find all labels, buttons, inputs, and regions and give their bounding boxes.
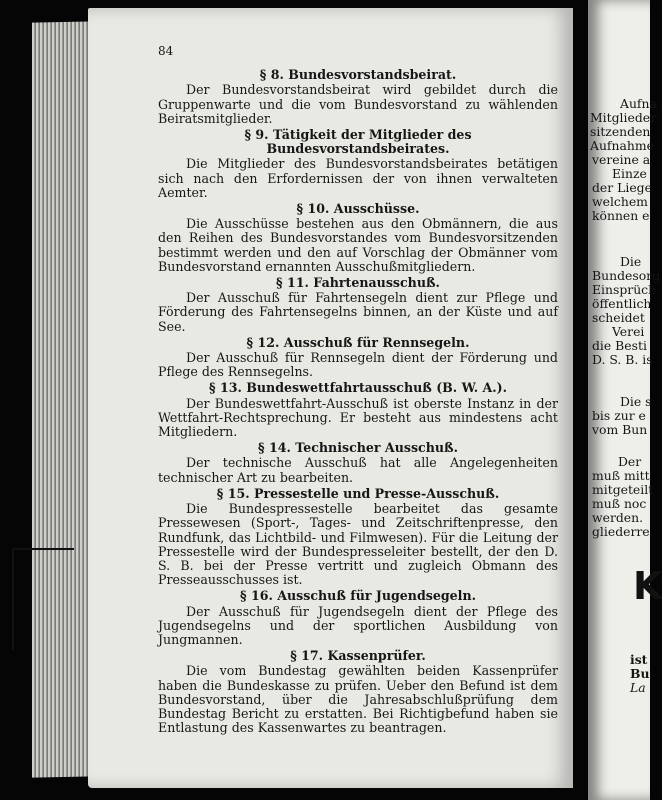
facing-page-fragment: Die s xyxy=(620,394,652,409)
facing-page-fragment: öffentlich xyxy=(592,296,652,311)
facing-page-fragment: Einze xyxy=(612,166,647,181)
section-heading: § 14. Technischer Ausschuß. xyxy=(258,440,458,456)
facing-page-fragment: muß noc xyxy=(592,496,647,511)
page-text-block xyxy=(158,44,558,737)
book-page-edges xyxy=(32,21,94,777)
facing-page-fragment: vereine a xyxy=(592,152,651,167)
section-paragraph: Der Ausschuß für Fahrtensegeln dient zur Pflege und Förderung des Fahrtensegelns binnen, an der Küste und auf See. xyxy=(158,290,558,334)
facing-page-fragment: Mitglieder xyxy=(590,110,657,125)
facing-page-fragment: gliederre xyxy=(592,524,650,539)
section-heading: § 11. Fahrtenausschuß. xyxy=(276,275,440,291)
facing-page-fragment: Bundesorg xyxy=(592,268,661,283)
section-paragraph: Die vom Bundestag gewählten beiden Kassenprüfer haben die Bundeskasse zu prüfen. Ueber den Befund ist dem Bundesvorstand, über die Jahresabschlußprüfung dem Bundestag Bericht zu erstatten. Bei Richtigbefund haben sie Entlastung des Kassenwartes zu beantragen. xyxy=(158,663,558,736)
section-heading: § 15. Pressestelle und Presse-Ausschuß. xyxy=(216,485,500,501)
section-paragraph: Der Ausschuß für Rennsegeln dient der Förderung und Pflege des Rennsegelns. xyxy=(158,350,558,380)
section-paragraph: Der Bundeswettfahrt-Ausschuß ist oberste Instanz in der Wettfahrt-Rechtsprechung. Er besteht aus mindestens acht Mitgliedern. xyxy=(158,395,558,440)
facing-page-fragment: bis zur e xyxy=(592,408,646,423)
facing-page-large-letter: K xyxy=(633,564,662,608)
page-number: 84 xyxy=(158,44,174,58)
facing-page-fragment: Bu xyxy=(630,666,650,681)
facing-page-fragment: muß mitt xyxy=(592,468,650,483)
facing-page-fragment: vom Bun xyxy=(592,422,648,437)
section-heading: § 9. Tätigkeit der Mitglieder des Bundesvorstandsbeirates. xyxy=(244,127,472,157)
facing-page-box xyxy=(12,548,74,650)
section-heading: § 10. Ausschüsse. xyxy=(296,201,420,217)
facing-page-fragment: La xyxy=(630,680,646,695)
facing-page-fragment: welchem xyxy=(592,194,648,209)
facing-page-fragment: die Besti xyxy=(592,338,647,353)
facing-page-fragment: Der xyxy=(618,454,642,469)
section-paragraph: Die Bundespressestelle bearbeitet das gesamte Pressewesen (Sport-, Tages- und Zeitschriftenpresse, den Rundfunk, das Lichtbild- und Filmwesen). Für die Leitung der Pressestelle wird der Bundespresseleiter bestellt, der den D. S. B. bei der Presse vertritt und zugleich Obmann des Presseausschusses ist. xyxy=(158,501,558,588)
facing-page-fragment: Die xyxy=(620,254,642,269)
facing-page-fragment: sitzenden xyxy=(590,124,651,139)
section-heading: § 12. Ausschuß für Rennsegeln. xyxy=(246,334,470,350)
section-paragraph: Der technische Ausschuß hat alle Angelegenheiten technischer Art zu bearbeiten. xyxy=(158,455,558,485)
facing-page-fragment: Einsprüch xyxy=(592,282,657,297)
facing-page-fragment: Aufna xyxy=(620,96,657,111)
facing-page-fragment: ist xyxy=(630,652,648,667)
section-paragraph: Die Ausschüsse bestehen aus den Obmännern, die aus den Reihen des Bundesvorstandes vom Bundesvorsitzenden bestimmt werden und den auf Vorschlag der Obmänner vom Bundesvorstand ernannten Ausschußmitgliedern. xyxy=(158,216,558,274)
section-paragraph: Die Mitglieder des Bundesvorstandsbeirates betätigen sich nach den Erfordernissen der von ihnen verwalteten Aemter. xyxy=(158,156,558,200)
facing-page-fragment: der Liege xyxy=(592,180,652,195)
facing-page-fragment: Verei xyxy=(612,324,645,339)
section-heading: § 16. Ausschuß für Jugendsegeln. xyxy=(239,588,477,604)
facing-page-fragment: scheidet xyxy=(592,310,645,325)
section-heading: § 13. Bundeswettfahrtausschuß (B. W. A.). xyxy=(208,380,508,396)
facing-page-fragment: D. S. B. is xyxy=(592,352,653,367)
section-heading: § 8. Bundesvorstandsbeirat. xyxy=(259,67,457,83)
facing-page-fragment: mitgeteilt xyxy=(592,482,654,497)
section-heading: § 17. Kassenprüfer. xyxy=(290,648,426,664)
facing-page-fragment: werden. xyxy=(592,510,644,525)
section-paragraph: Der Ausschuß für Jugendsegeln dient der Pflege des Jugendsegelns und der sportlichen Ausbildung von Jungmannen. xyxy=(158,603,558,647)
section-paragraph: Der Bundesvorstandsbeirat wird gebildet durch die Gruppenwarte und die vom Bundesvorstand zu wählenden Beiratsmitglieder. xyxy=(158,82,558,126)
facing-page-fragment: Aufnahme xyxy=(590,138,654,153)
facing-page-fragment: können e xyxy=(592,208,650,223)
